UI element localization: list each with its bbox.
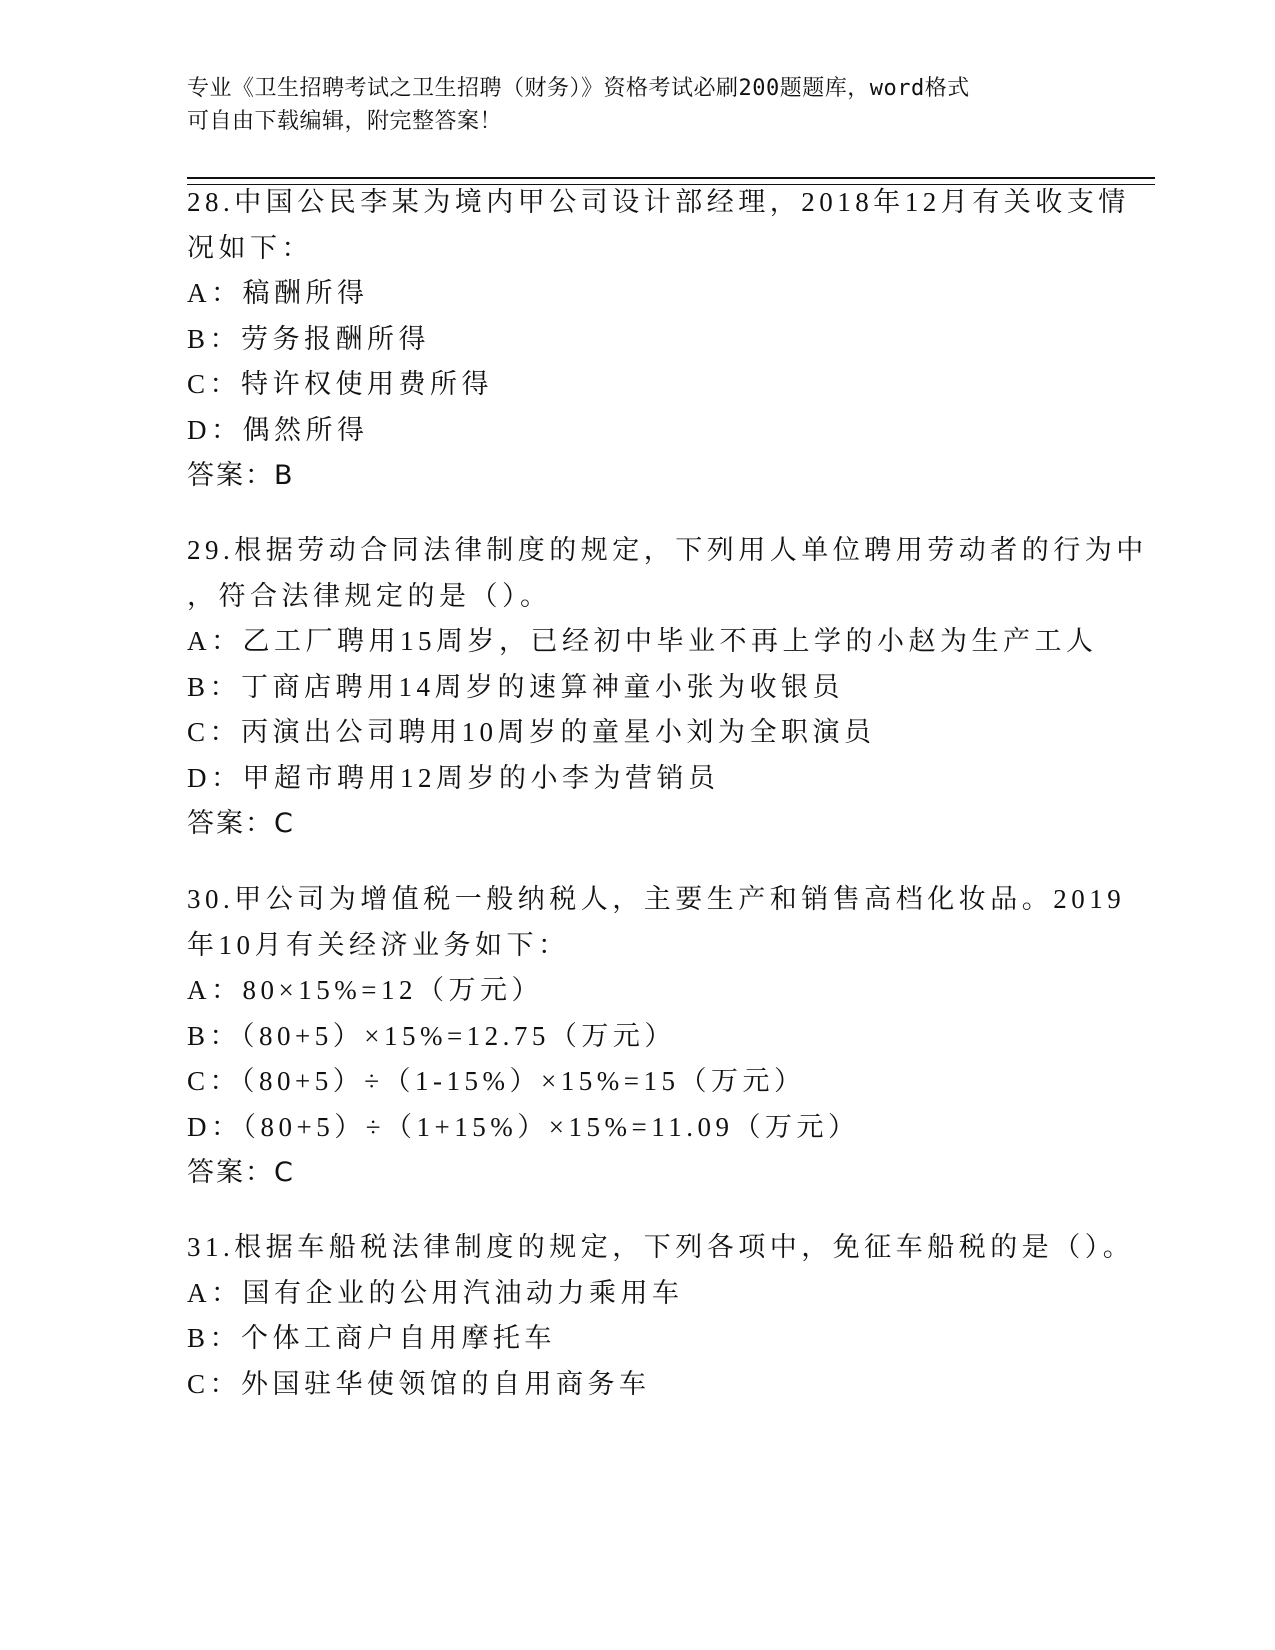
question-stem-line: 况如下： — [187, 232, 313, 263]
question-stem-line: 31.根据车船税法律制度的规定，下列各项中，免征车船税的是（）。 — [187, 1232, 1135, 1262]
question-30 — [187, 877, 1147, 1196]
question-stem-line: 28.中国公民李某为境内甲公司设计部经理，2018年12月有关收支情 — [187, 187, 1130, 217]
answer-label: 答案：B — [187, 460, 295, 491]
document-header — [187, 72, 1087, 138]
option-d: D：（80+5）÷（1+15%）×15%=11.09（万元） — [187, 1111, 860, 1142]
option-d: D：偶然所得 — [187, 414, 369, 445]
question-stem-line: 30.甲公司为增值税一般纳税人，主要生产和销售高档化妆品。2019 — [187, 884, 1126, 914]
question-stem-line: 年10月有关经济业务如下： — [187, 929, 570, 960]
option-c: C：特许权使用费所得 — [187, 369, 494, 399]
option-b: B：丁商店聘用14周岁的速算神童小张为收银员 — [187, 671, 845, 702]
option-c: C：（80+5）÷（1-15%）×15%=15（万元） — [187, 1066, 806, 1096]
question-stem-line: ，符合法律规定的是（）。 — [187, 580, 552, 611]
option-b: B：（80+5）×15%=12.75（万元） — [187, 1020, 676, 1051]
header-divider-thick — [187, 177, 1155, 179]
header-line-2: 可自由下载编辑，附完整答案！ — [187, 109, 503, 134]
question-28 — [187, 180, 1147, 499]
question-29 — [187, 528, 1147, 847]
question-31 — [187, 1225, 1147, 1407]
header-line-1: 专业《卫生招聘考试之卫生招聘（财务）》资格考试必刷200题题库，word格式 — [187, 76, 970, 101]
option-a: A：国有企业的公用汽油动力乘用车 — [187, 1277, 684, 1308]
option-b: B：劳务报酬所得 — [187, 323, 431, 354]
option-d: D：甲超市聘用12周岁的小李为营销员 — [187, 762, 720, 793]
option-a: A：80×15%=12（万元） — [187, 975, 543, 1005]
option-b: B：个体工商户自用摩托车 — [187, 1323, 557, 1353]
option-a: A：稿酬所得 — [187, 278, 369, 308]
question-stem-line: 29.根据劳动合同法律制度的规定，下列用人单位聘用劳动者的行为中 — [187, 535, 1148, 565]
option-a: A：乙工厂聘用15周岁，已经初中毕业不再上学的小赵为生产工人 — [187, 626, 1098, 656]
option-c: C：外国驻华使领馆的自用商务车 — [187, 1368, 651, 1399]
option-c: C：丙演出公司聘用10周岁的童星小刘为全职演员 — [187, 717, 876, 747]
answer-label: 答案：C — [187, 1157, 295, 1188]
answer-label: 答案：C — [187, 808, 295, 839]
